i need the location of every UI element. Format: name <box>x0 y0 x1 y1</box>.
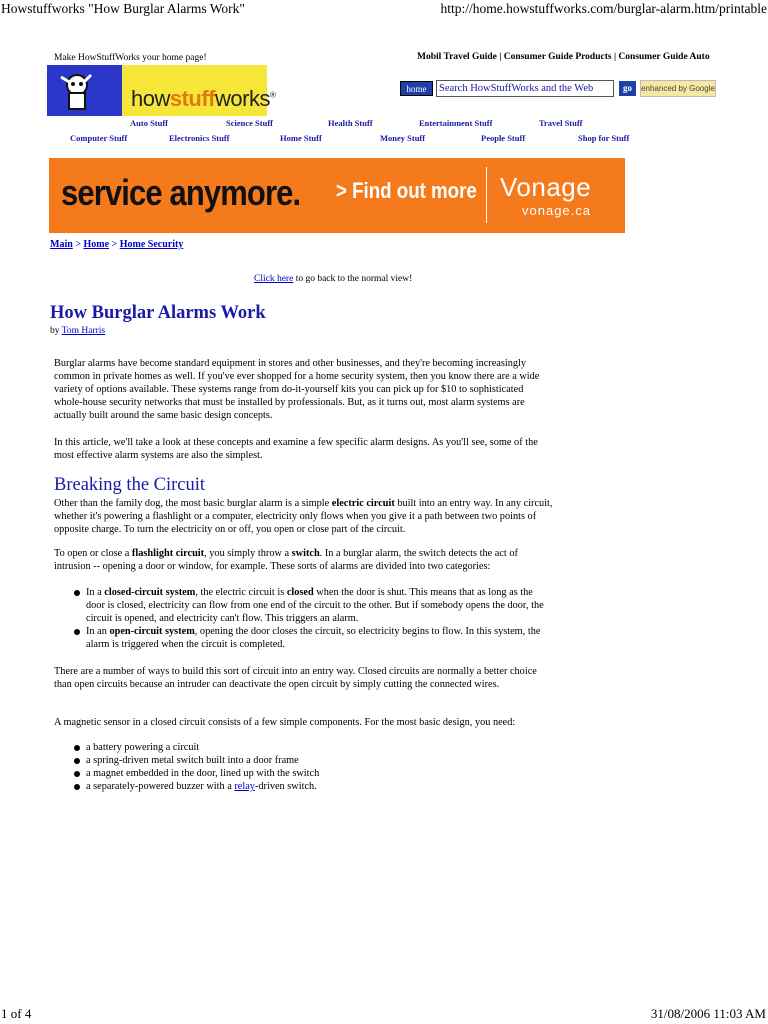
nav-travel[interactable]: Travel Stuff <box>539 118 583 128</box>
bullet-icon <box>74 629 80 635</box>
crumb-sep: > <box>109 239 120 250</box>
nav-electronics[interactable]: Electronics Stuff <box>169 133 230 143</box>
paragraph-circuit <box>54 497 554 536</box>
google-badge: enhanced by Google <box>640 80 716 97</box>
component-text: a spring-driven metal switch built into a door frame <box>86 755 299 766</box>
banner-headline: service anymore. <box>61 172 301 213</box>
home-button[interactable]: home <box>400 81 433 96</box>
text: . In a burglar alarm, the switch detects the act of intrusion -- opening a door or window, for example. These sorts of alarms are divided into two categories: <box>54 548 518 572</box>
sep: | <box>496 52 504 62</box>
click-here-link[interactable]: Click here <box>254 274 294 284</box>
partner-cg-auto-link[interactable]: Consumer Guide Auto <box>618 52 710 62</box>
crumb-main[interactable]: Main <box>50 239 73 250</box>
text: In a <box>86 587 105 598</box>
byline <box>50 326 105 336</box>
p3-text: There are a number of ways to build this sort of circuit into an entry way. Closed circuits are normally a better choice than open circuits because an intruder can deactivate the open circuit by simply cutting the connected wires. <box>54 666 537 690</box>
print-datetime: 31/08/2006 11:03 AM <box>650 1006 766 1021</box>
crumb-sep: > <box>72 239 84 250</box>
logo-wordmark[interactable] <box>131 86 275 112</box>
term-closed-circuit: closed-circuit system <box>104 587 196 598</box>
intro-paragraph-1 <box>54 357 554 422</box>
search-input[interactable]: Search HowStuffWorks and the Web <box>436 80 614 97</box>
paragraph-magnetic-sensor <box>54 716 554 729</box>
intro-paragraph-2 <box>54 436 554 462</box>
nav-home[interactable]: Home Stuff <box>280 133 322 143</box>
click-back-text: to go back to the normal view! <box>293 274 413 284</box>
text: built into an entry way. In any circuit, whether it's powering a flashlight or a computer, electricity only flows when you give it a path between two points of opposite charge. To turn the electricity on or off, you open or close part of the circuit. <box>54 498 553 535</box>
logo-stuff: stuff <box>169 86 216 111</box>
intro1-text: Burglar alarms have become standard equipment in stores and other businesses, and they're becoming increasingly common in private homes as well. If you've ever shopped for a home security system, then you know there are a wide variety of options available. These systems range from do-it-yourself kits you can pick up for $10 to sophisticated whole-house security networks that must be installed by professionals. But, as it turns out, most alarm systems are actually built around the same basic design concepts. <box>54 358 540 421</box>
sep: | <box>611 52 619 62</box>
partner-cg-products-link[interactable]: Consumer Guide Products <box>503 52 612 62</box>
crumb-home-security[interactable]: Home Security <box>119 239 184 250</box>
bullet-icon <box>74 771 80 777</box>
text: , you simply throw a <box>204 548 292 559</box>
text: when the door is shut. This means that as long as the door is closed, electricity can flow from one end of the circuit to the other. But if somebody opens the door, the circuit is opened, and electricity can't flow. This triggers an alarm. <box>86 587 544 624</box>
list-item <box>54 754 554 767</box>
nav-health[interactable]: Health Stuff <box>328 118 373 128</box>
term-electric-circuit: electric circuit <box>331 498 395 509</box>
list-item <box>54 625 554 651</box>
breadcrumb <box>50 239 183 250</box>
make-home-link[interactable]: Make HowStuffWorks your home page! <box>54 53 207 63</box>
term-open-circuit: open-circuit system <box>109 626 195 637</box>
bullet-icon <box>74 745 80 751</box>
list-item <box>54 780 554 793</box>
list-item <box>54 586 554 625</box>
banner-divider <box>486 167 487 223</box>
nav-shop[interactable]: Shop for Stuff <box>578 133 630 143</box>
logo-reg: ® <box>269 90 276 100</box>
by-label: by <box>50 326 62 336</box>
term-flashlight-circuit: flashlight circuit <box>131 548 205 559</box>
text: To open or close a <box>54 548 132 559</box>
section-heading: Breaking the Circuit <box>54 475 206 495</box>
banner-cta: > Find out more <box>336 178 477 203</box>
page-number: 1 of 4 <box>1 1006 32 1021</box>
partner-links <box>417 52 710 62</box>
text: Other than the family dog, the most basic burglar alarm is a simple <box>54 498 332 509</box>
circuit-types-list <box>54 586 554 651</box>
banner-brand: Vonage <box>500 172 592 202</box>
bullet-icon <box>74 758 80 764</box>
banner-domain: vonage.ca <box>522 203 591 218</box>
intro2-text: In this article, we'll take a look at these concepts and examine a few specific alarm designs. As you'll see, some of the most effective alarm systems are also the simplest. <box>54 437 538 461</box>
component-text: a separately-powered buzzer with a <box>86 781 235 792</box>
bullet-icon <box>74 590 80 596</box>
components-list <box>54 741 554 793</box>
paragraph-switch <box>54 547 554 573</box>
nav-money[interactable]: Money Stuff <box>380 133 426 143</box>
nav-auto[interactable]: Auto Stuff <box>130 118 169 128</box>
relay-link[interactable]: relay <box>234 781 255 792</box>
component-text: -driven switch. <box>254 781 317 792</box>
print-title: Howstuffworks "How Burglar Alarms Work" <box>1 1 245 16</box>
crumb-home[interactable]: Home <box>83 239 110 250</box>
logo-mascot <box>47 65 122 116</box>
component-text: a battery powering a circuit <box>86 742 200 753</box>
article-title: How Burglar Alarms Work <box>50 303 266 323</box>
nav-science[interactable]: Science Stuff <box>226 118 273 128</box>
nav-people[interactable]: People Stuff <box>481 133 526 143</box>
term-closed: closed <box>286 587 314 598</box>
p4-text: A magnetic sensor in a closed circuit consists of a few simple components. For the most basic design, you need: <box>54 717 516 728</box>
text: , the electric circuit is <box>195 587 287 598</box>
nav-entertainment[interactable]: Entertainment Stuff <box>419 118 493 128</box>
bullet-icon <box>74 784 80 790</box>
term-switch: switch <box>291 548 320 559</box>
list-item <box>54 767 554 780</box>
text: , opening the door closes the circuit, so electricity begins to flow. In this system, the alarm is triggered when the circuit is completed. <box>86 626 541 650</box>
normal-view-notice <box>254 274 412 284</box>
print-url: http://home.howstuffworks.com/burglar-alarm.htm/printable <box>440 1 767 16</box>
paragraph-closed-better <box>54 665 554 691</box>
component-text: a magnet embedded in the door, lined up with the switch <box>86 768 320 779</box>
nav-computer[interactable]: Computer Stuff <box>70 133 128 143</box>
logo-works: works <box>215 86 270 111</box>
author-link[interactable]: Tom Harris <box>61 326 106 336</box>
list-item <box>54 741 554 754</box>
logo-how: how <box>131 86 170 111</box>
go-button[interactable]: go <box>619 81 636 96</box>
text: In an <box>86 626 110 637</box>
partner-mobil-link[interactable]: Mobil Travel Guide <box>417 52 497 62</box>
mascot-icon <box>47 65 122 116</box>
